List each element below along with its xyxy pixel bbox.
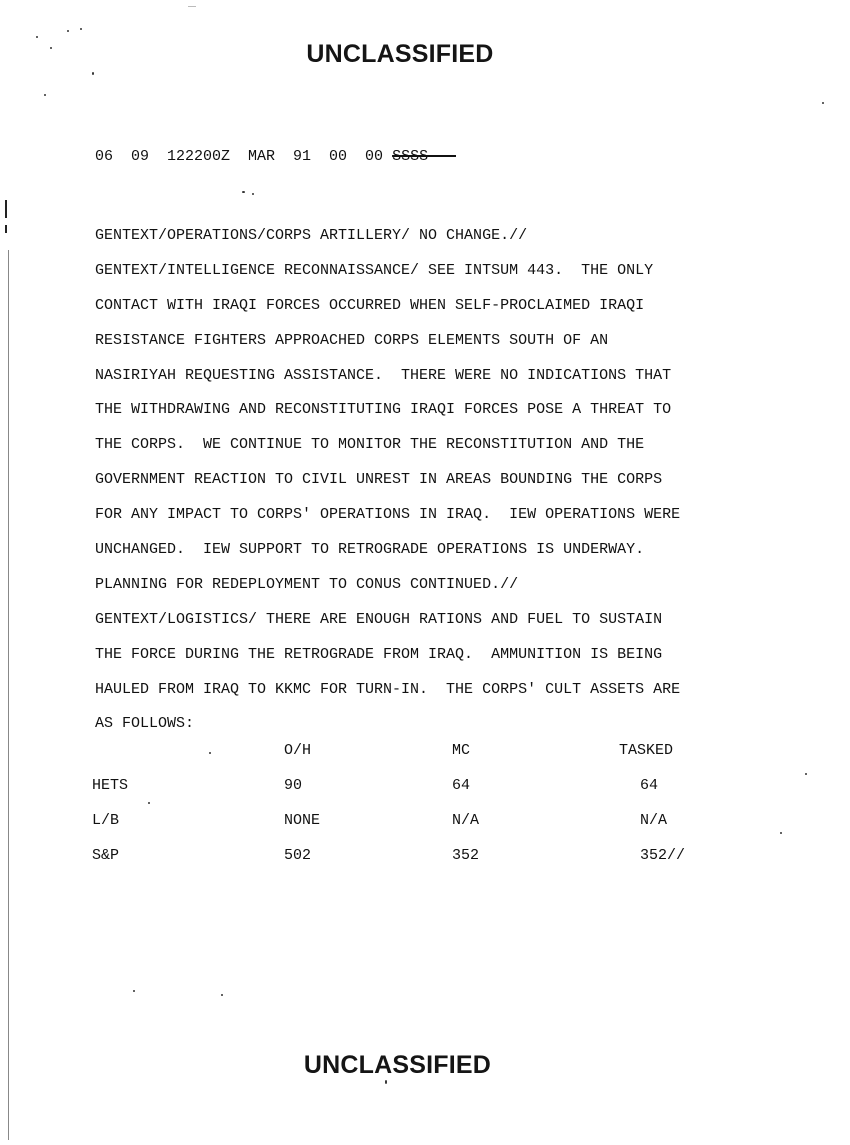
scan-speck [80,28,82,30]
classification-footer: UNCLASSIFIED [303,1051,492,1079]
message-body [95,219,680,742]
body-line: FOR ANY IMPACT TO CORPS' OPERATIONS IN IRAQ. IEW OPERATIONS WERE [95,506,681,524]
body-line: THE FORCE DURING THE RETROGRADE FROM IRAQ. AMMUNITION IS BEING [95,645,663,663]
scan-speck [252,193,254,195]
body-line: NASIRIYAH REQUESTING ASSISTANCE. THERE WERE NO INDICATIONS THAT [95,366,672,384]
table-cell: HETS [92,777,129,794]
scan-speck [780,832,782,834]
table-cell: L/B [92,812,120,829]
body-line: HAULED FROM IRAQ TO KKMC FOR TURN-IN. THE CORPS' CULT ASSETS ARE [95,680,681,698]
body-line: GENTEXT/INTELLIGENCE RECONNAISSANCE/ SEE INTSUM 443. THE ONLY [95,261,654,279]
table-cell: 64 [640,777,659,794]
table-cell: NONE [284,812,321,829]
body-line: GOVERNMENT REACTION TO CIVIL UNREST IN AREAS BOUNDING THE CORPS [95,471,663,489]
table-cell: 352// [640,847,686,864]
table-cell: 502 [284,847,312,864]
table-cell: 352 [452,847,480,864]
scan-speck [805,773,807,775]
scan-speck [148,802,150,804]
scan-speck [209,752,211,754]
scan-speck [221,994,223,996]
body-line: GENTEXT/LOGISTICS/ THERE ARE ENOUGH RATIONS AND FUEL TO SUSTAIN [95,610,663,628]
table-cell: 64 [452,777,471,794]
cult-assets-table [92,742,792,882]
table-cell: S&P [92,847,120,864]
body-line: RESISTANCE FIGHTERS APPROACHED CORPS ELEMENTS SOUTH OF AN [95,331,609,349]
scan-edge-mark [5,225,7,233]
scan-edge-line [8,250,9,1140]
scan-speck [67,30,69,32]
table-header-cell: O/H [284,742,312,759]
scan-speck [36,36,38,38]
table-row [92,847,792,882]
body-line: THE CORPS. WE CONTINUE TO MONITOR THE RECONSTITUTION AND THE [95,436,645,454]
dtg-struck-text: SSSS [392,148,429,165]
body-line: CONTACT WITH IRAQI FORCES OCCURRED WHEN SELF-PROCLAIMED IRAQI [95,296,645,314]
table-cell: 90 [284,777,303,794]
scan-speck [50,47,52,49]
table-header-row [92,742,792,777]
table-header-cell: TASKED [619,742,674,759]
body-line: GENTEXT/OPERATIONS/CORPS ARTILLERY/ NO CHANGE.// [95,227,528,244]
scan-speck [822,102,824,104]
body-line: AS FOLLOWS: [95,715,195,733]
dtg-text: 06 09 122200Z MAR 91 00 00 [95,148,393,165]
scan-edge-mark [5,200,7,218]
table-row [92,777,792,812]
strike-mark [428,155,456,157]
date-time-group [95,148,456,165]
scan-speck [242,191,245,193]
scan-speck [44,94,46,96]
scan-speck [385,1080,387,1084]
table-row [92,812,792,847]
body-line: UNCHANGED. IEW SUPPORT TO RETROGRADE OPERATIONS IS UNDERWAY. [95,541,645,559]
table-cell: N/A [640,812,668,829]
table-header-cell: MC [452,742,471,759]
scan-speck [92,72,94,75]
scan-speck [133,990,135,992]
body-line: THE WITHDRAWING AND RECONSTITUTING IRAQI FORCES POSE A THREAT TO [95,401,672,419]
table-cell: N/A [452,812,480,829]
classification-header: UNCLASSIFIED [306,40,494,68]
scan-speck [188,6,196,7]
body-line: PLANNING FOR REDEPLOYMENT TO CONUS CONTINUED.// [95,575,519,593]
